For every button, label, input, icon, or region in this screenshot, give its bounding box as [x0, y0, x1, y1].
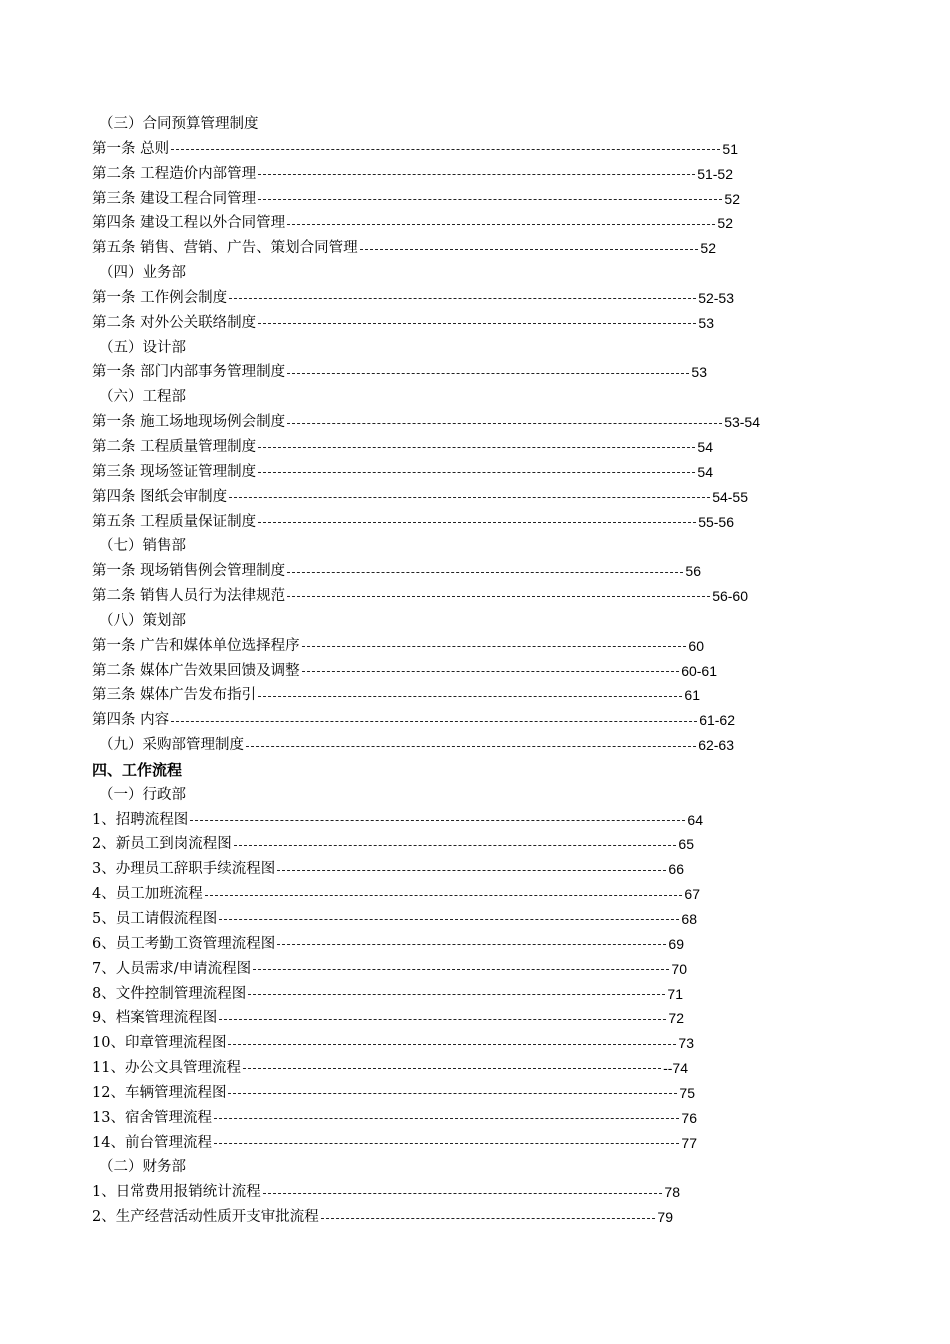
toc-entry-label: 5、员工请假流程图: [92, 911, 218, 927]
toc-entry-label: 7、人员需求/申请流程图: [92, 960, 252, 977]
toc-entry-row: [92, 634, 792, 659]
toc-entry: [92, 286, 792, 311]
toc-entry-row: [92, 932, 792, 957]
toc-entry-row: [92, 1106, 792, 1131]
dot-leader: [360, 249, 699, 251]
toc-entry-label: 13、宿舍管理流程: [92, 1109, 212, 1126]
dot-leader: [246, 746, 696, 748]
toc-page-number: 53: [698, 314, 714, 331]
toc-entry: [92, 907, 792, 932]
toc-entry: [92, 957, 792, 982]
toc-entry-row: [92, 435, 792, 460]
subsection-title: （五）设计部: [99, 339, 186, 356]
toc-entry-label: 2、生产经营活动性质开支审批流程: [92, 1209, 319, 1226]
toc-entry: [92, 559, 792, 584]
toc-entry-row: [92, 1031, 792, 1056]
toc-entry: [92, 932, 792, 957]
subsection-title: （三）合同预算管理制度: [99, 116, 259, 132]
toc-entry: [92, 410, 792, 435]
toc-entry-label: 2、新员工到岗流程图: [92, 836, 232, 853]
toc-page-number: 52: [717, 215, 733, 232]
toc-page-number: 64: [687, 811, 703, 828]
toc-entry: [92, 1056, 792, 1081]
toc-entry-row: [92, 907, 792, 932]
dot-leader: [258, 323, 696, 325]
toc-entry-row: [92, 187, 792, 212]
toc-entry-label: 第四条 建设工程以外合同管理: [92, 215, 286, 232]
dot-leader: [190, 820, 685, 822]
toc-entry-label: （九）采购部管理制度: [99, 737, 244, 754]
toc-page-number: 67: [684, 886, 700, 903]
toc-entry: [92, 982, 792, 1007]
toc-page-number: 66: [668, 861, 684, 878]
toc-entry-row: [92, 982, 792, 1007]
toc-page-number: 61: [684, 687, 700, 704]
toc-page-number: 62-63: [698, 737, 734, 754]
dot-leader: [243, 1068, 661, 1070]
toc-entry: [92, 137, 792, 162]
dot-leader: [228, 1093, 677, 1095]
toc-entry: [92, 832, 792, 857]
toc-entry: [92, 1180, 792, 1205]
toc-entry-label: 第二条 工程造价内部管理: [92, 165, 257, 182]
toc-entry: [92, 510, 792, 535]
toc-entry: [92, 211, 792, 236]
toc-entry-label: 第五条 工程质量保证制度: [92, 513, 257, 530]
toc-entry: [92, 659, 792, 684]
toc-page-number: 53-54: [724, 414, 760, 431]
toc-entry-label: 第四条 图纸会审制度: [92, 488, 228, 505]
toc-entry: [92, 857, 792, 882]
toc-entry-label: 第一条 现场销售例会管理制度: [92, 563, 286, 580]
toc-entry-label: 第二条 工程质量管理制度: [92, 438, 257, 455]
toc-entry-row: [92, 137, 792, 162]
toc-page-number: 69: [668, 935, 684, 952]
toc-entry-row: [92, 683, 792, 708]
dot-leader: [258, 199, 722, 201]
toc-entry-row: [92, 360, 792, 385]
toc-entry-row: [92, 957, 792, 982]
dot-leader: [229, 497, 710, 499]
toc-entry-row: [92, 286, 792, 311]
toc-page-number: 51: [722, 140, 738, 157]
toc-entry-label: 4、员工加班流程: [92, 886, 203, 903]
toc-page-number: 54-55: [712, 488, 748, 505]
dot-leader: [287, 224, 715, 226]
toc-entry-row: [92, 1081, 792, 1106]
toc-entry-label: 第四条 内容: [92, 712, 170, 729]
toc-entry: [92, 683, 792, 708]
dot-leader: [214, 1118, 679, 1120]
dot-leader: [214, 1143, 679, 1145]
toc-entry-label: 12、车辆管理流程图: [92, 1084, 227, 1101]
toc-page-number: 52: [724, 190, 740, 207]
toc-entry-row: [99, 733, 792, 758]
dot-leader: [228, 1044, 676, 1046]
toc-entry-label: 第一条 工作例会制度: [92, 289, 228, 306]
toc-entry: [92, 236, 792, 261]
subsection-title: （六）工程部: [99, 389, 186, 406]
toc-page-number: 56-60: [712, 588, 748, 605]
toc-entry-label: 第二条 对外公关联络制度: [92, 314, 257, 331]
dot-leader: [277, 870, 666, 872]
toc-entry-label: 9、档案管理流程图: [92, 1010, 218, 1027]
subsection-title: （四）业务部: [99, 265, 186, 282]
dot-leader: [258, 696, 682, 698]
toc-page-number: 77: [681, 1134, 697, 1151]
toc-entry-row: [92, 882, 792, 907]
toc-page-number: 79: [657, 1209, 673, 1226]
toc-entry-label: 3、办理员工辞职手续流程图: [92, 861, 276, 878]
toc-entry-row: [92, 832, 792, 857]
toc-entry-row: [92, 1205, 792, 1230]
toc-page-number: 78: [664, 1184, 680, 1201]
toc-entry: [92, 708, 792, 733]
dot-leader: [258, 447, 695, 449]
dot-leader: [258, 522, 696, 524]
toc-page-number: 51-52: [697, 165, 733, 182]
subsection-title: （八）策划部: [99, 612, 186, 629]
toc-entry-row: [92, 410, 792, 435]
subsection-title: （二）财务部: [99, 1159, 186, 1176]
toc-page-number: 60: [688, 637, 704, 654]
table-of-contents: [92, 112, 792, 1230]
toc-entry: [92, 1131, 792, 1156]
toc-entry: [92, 485, 792, 510]
dot-leader: [234, 845, 677, 847]
toc-entry-label: 第三条 现场签证管理制度: [92, 463, 257, 480]
dot-leader: [258, 472, 695, 474]
toc-entry-row: [92, 708, 792, 733]
dot-leader: [287, 423, 722, 425]
toc-entry-row: [92, 1056, 792, 1081]
toc-entry: [92, 1006, 792, 1031]
toc-entry: [92, 1205, 792, 1230]
toc-entry: [92, 360, 792, 385]
toc-entry-row: [92, 584, 792, 609]
dot-leader: [287, 596, 710, 598]
toc-entry: [92, 634, 792, 659]
toc-page-number: 55-56: [698, 513, 734, 530]
toc-entry: [92, 1081, 792, 1106]
toc-entry: [92, 435, 792, 460]
dot-leader: [277, 944, 666, 946]
toc-entry-row: [92, 311, 792, 336]
dot-leader: [248, 994, 665, 996]
toc-entry-row: [92, 1131, 792, 1156]
toc-entry-row: [92, 236, 792, 261]
toc-page-number: 65: [678, 836, 694, 853]
dot-leader: [171, 721, 697, 723]
toc-page-number: 54: [697, 438, 713, 455]
subsection-title: （七）销售部: [99, 538, 186, 555]
section-heading: 四、工作流程: [92, 760, 183, 779]
dot-leader: [287, 572, 683, 574]
toc-page-number: 75: [679, 1084, 695, 1101]
toc-entry-label: 第一条 总则: [92, 140, 170, 157]
toc-entry-row: [92, 460, 792, 485]
toc-entry: [92, 808, 792, 833]
dot-leader: [302, 671, 680, 673]
subsection-title: （一）行政部: [99, 786, 186, 803]
toc-entry-row: [92, 857, 792, 882]
toc-entry: [92, 882, 792, 907]
dot-leader: [229, 298, 696, 300]
toc-entry: [92, 733, 792, 758]
toc-entry-label: 10、印章管理流程图: [92, 1035, 227, 1052]
toc-entry-label: 6、员工考勤工资管理流程图: [92, 935, 276, 952]
toc-page-number: 54: [697, 463, 713, 480]
toc-entry-label: 第一条 部门内部事务管理制度: [92, 364, 286, 381]
toc-page-number: 53: [691, 364, 707, 381]
toc-entry-label: 14、前台管理流程: [92, 1134, 212, 1151]
toc-entry-row: [92, 559, 792, 584]
toc-page-number: 68: [681, 911, 697, 927]
toc-entry-row: [92, 510, 792, 535]
toc-entry-label: 第一条 施工场地现场例会制度: [92, 414, 286, 431]
dot-leader: [219, 919, 679, 921]
toc-page-number: --74: [663, 1060, 688, 1077]
dot-leader: [263, 1193, 663, 1195]
toc-page-number: 52: [700, 240, 716, 257]
dot-leader: [219, 1019, 666, 1021]
toc-entry: [92, 162, 792, 187]
dot-leader: [287, 373, 689, 375]
toc-entry: [92, 311, 792, 336]
toc-page-number: 52-53: [698, 289, 734, 306]
toc-page-number: 61-62: [699, 712, 735, 729]
toc-entry-row: [92, 1180, 792, 1205]
toc-entry-label: 1、招聘流程图: [92, 811, 189, 828]
toc-entry: [92, 1031, 792, 1056]
dot-leader: [205, 895, 683, 897]
toc-entry-row: [92, 485, 792, 510]
toc-entry: [92, 1106, 792, 1131]
dot-leader: [258, 174, 695, 176]
toc-entry: [92, 584, 792, 609]
toc-entry-label: 第三条 媒体广告发布指引: [92, 687, 257, 704]
toc-page-number: 60-61: [681, 662, 717, 679]
toc-page-number: 73: [678, 1035, 694, 1052]
toc-entry-label: 第二条 销售人员行为法律规范: [92, 588, 286, 605]
dot-leader: [171, 149, 720, 151]
dot-leader: [321, 1218, 656, 1220]
toc-entry-row: [92, 808, 792, 833]
toc-entry-label: 第一条 广告和媒体单位选择程序: [92, 637, 300, 654]
toc-entry-label: 1、日常费用报销统计流程: [92, 1184, 261, 1201]
toc-page-number: 71: [667, 985, 683, 1002]
dot-leader: [253, 969, 669, 971]
toc-entry: [92, 460, 792, 485]
toc-entry-label: 8、文件控制管理流程图: [92, 985, 247, 1002]
toc-entry-label: 11、办公文具管理流程: [92, 1060, 241, 1077]
toc-page-number: 76: [681, 1109, 697, 1126]
toc-entry-row: [92, 1006, 792, 1031]
toc-page-number: 72: [668, 1010, 684, 1027]
toc-entry-label: 第二条 媒体广告效果回馈及调整: [92, 662, 300, 679]
toc-entry-label: 第五条 销售、营销、广告、策划合同管理: [92, 240, 358, 257]
toc-entry-row: [92, 659, 792, 684]
dot-leader: [302, 646, 687, 648]
toc-page-number: 56: [685, 563, 701, 580]
toc-entry-label: 第三条 建设工程合同管理: [92, 190, 257, 207]
toc-entry: [92, 187, 792, 212]
toc-entry-row: [92, 162, 792, 187]
toc-page-number: 70: [671, 960, 687, 977]
toc-entry-row: [92, 211, 792, 236]
